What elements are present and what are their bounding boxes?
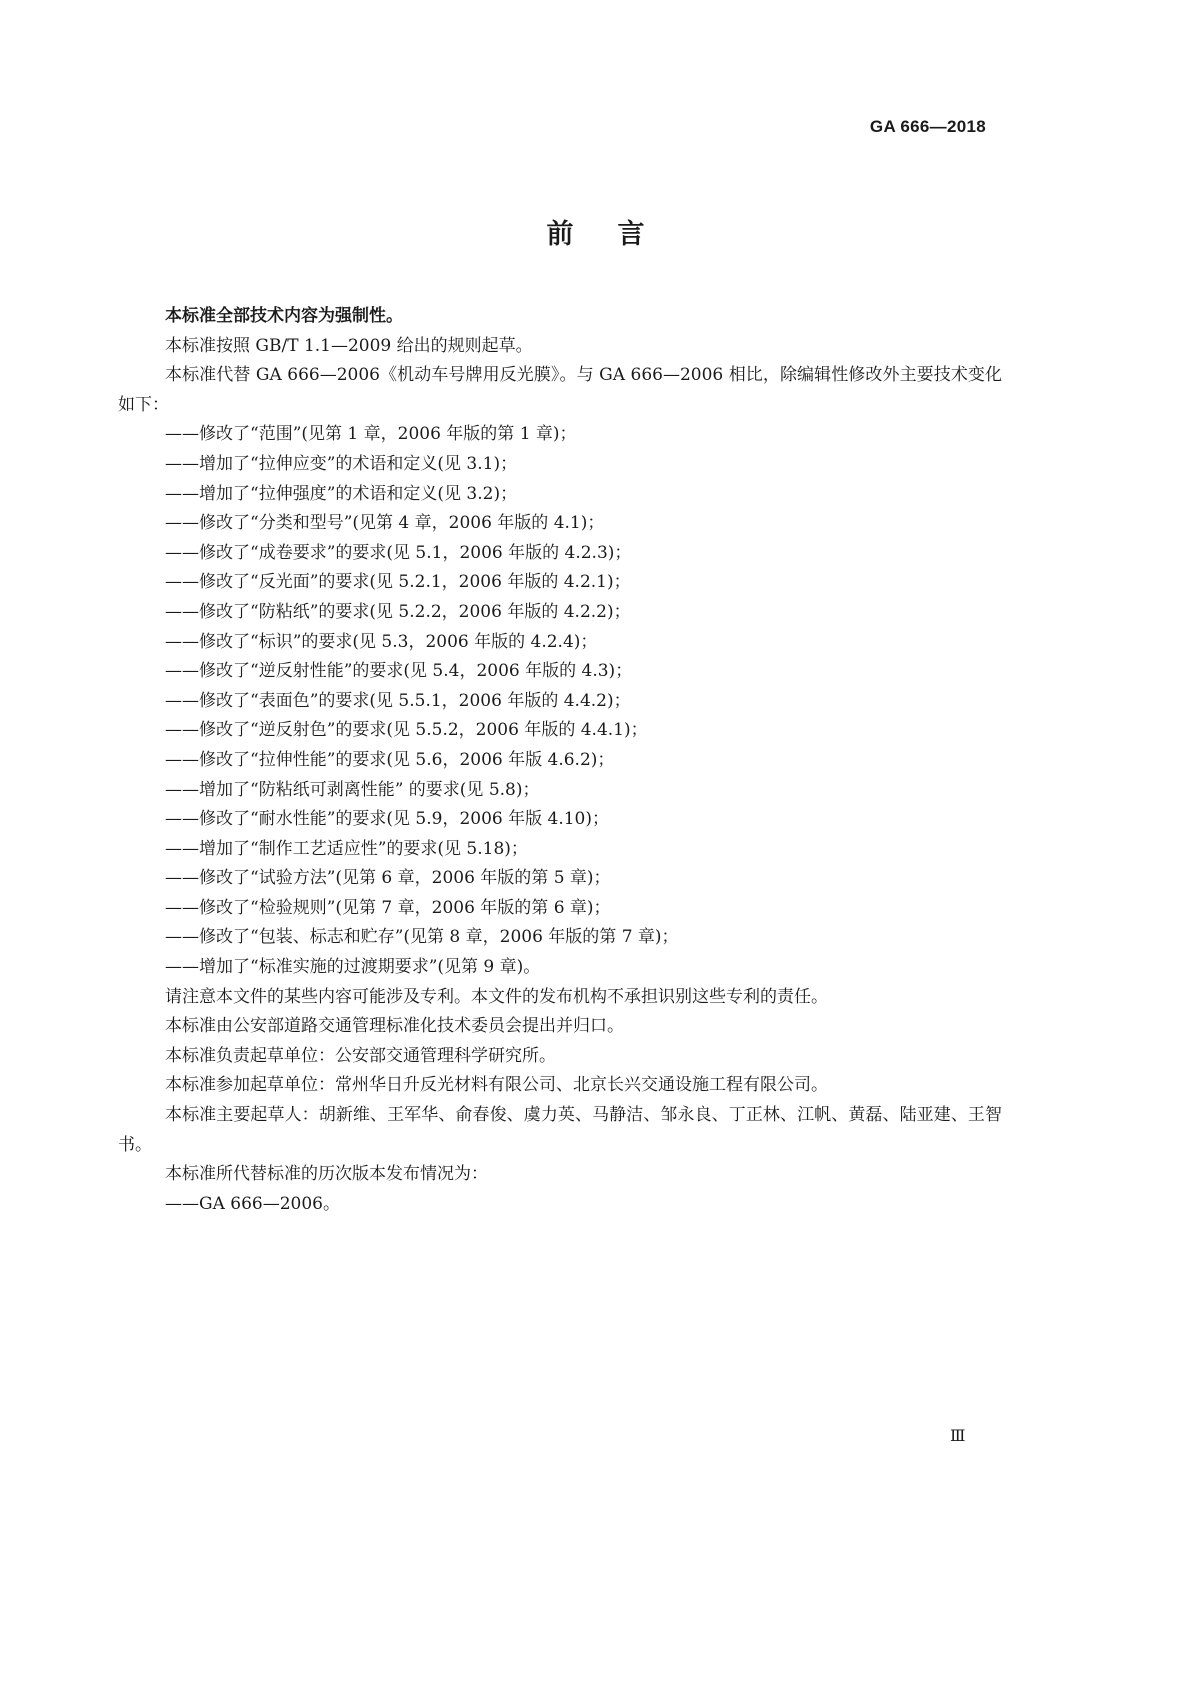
change-item: ——修改了“表面色”的要求(见 5.5.1，2006 年版的 4.4.2)； (165, 690, 631, 711)
change-item: ——修改了“逆反射色”的要求(见 5.5.2，2006 年版的 4.4.1)； (165, 720, 648, 741)
paragraph: 本标准主要起草人：胡新维、王军华、俞春俊、虞力英、马静洁、邹永良、丁正林、江帆、黄磊、陆亚建、王智书。 (118, 1105, 1002, 1155)
change-item: ——增加了“标准实施的过渡期要求”(见第 9 章)。 (165, 957, 541, 978)
paragraph: 本标准由公安部道路交通管理标准化技术委员会提出并归口。 (165, 1016, 624, 1037)
paragraph: 本标准代替 GA 666—2006《机动车号牌用反光膜》。与 GA 666—2006 相比，除编辑性修改外主要技术变化如下： (118, 365, 1002, 415)
changes-list (118, 420, 1002, 982)
change-item: ——修改了“试验方法”(见第 6 章，2006 年版的第 5 章)； (165, 868, 611, 889)
foreword-body (118, 302, 1002, 1219)
page-number: Ⅲ (950, 1426, 966, 1445)
change-item: ——修改了“成卷要求”的要求(见 5.1，2006 年版的 4.2.3)； (165, 542, 632, 563)
paragraph: 本标准负责起草单位：公安部交通管理科学研究所。 (165, 1045, 556, 1066)
change-item: ——修改了“检验规则”(见第 7 章，2006 年版的第 6 章)； (165, 897, 611, 918)
change-item: ——增加了“拉伸应变”的术语和定义(见 3.1)； (165, 453, 518, 474)
change-item: ——修改了“分类和型号”(见第 4 章，2006 年版的 4.1)； (165, 513, 605, 534)
bottom-paragraphs (118, 983, 1002, 1190)
change-item: ——修改了“包装、标志和贮存”(见第 8 章，2006 年版的第 7 章)； (165, 927, 679, 948)
change-item: ——修改了“耐水性能”的要求(见 5.9，2006 年版 4.10)； (165, 809, 610, 830)
change-item: ——修改了“逆反射性能”的要求(见 5.4，2006 年版的 4.3)； (165, 661, 633, 682)
change-item: ——修改了“范围”(见第 1 章，2006 年版的第 1 章)； (165, 424, 577, 445)
paragraph: 本标准按照 GB/T 1.1—2009 给出的规则起草。 (165, 335, 533, 356)
mandatory-statement: 本标准全部技术内容为强制性。 (165, 306, 403, 326)
change-item: ——修改了“反光面”的要求(见 5.2.1，2006 年版的 4.2.1)； (165, 572, 631, 593)
change-item: ——增加了“拉伸强度”的术语和定义(见 3.2)； (165, 483, 518, 504)
change-item: ——增加了“防粘纸可剥离性能” 的要求(见 5.8)； (165, 779, 540, 800)
paragraph: 本标准所代替标准的历次版本发布情况为： (165, 1164, 488, 1185)
paragraph: 请注意本文件的某些内容可能涉及专利。本文件的发布机构不承担识别这些专利的责任。 (165, 986, 828, 1007)
change-item: ——修改了“防粘纸”的要求(见 5.2.2，2006 年版的 4.2.2)； (165, 601, 631, 622)
change-item: ——增加了“制作工艺适应性”的要求(见 5.18)； (165, 838, 528, 859)
change-item: ——修改了“标识”的要求(见 5.3，2006 年版的 4.2.4)； (165, 631, 598, 652)
document-code: GA 666—2018 (869, 117, 986, 136)
change-item: ——修改了“拉伸性能”的要求(见 5.6，2006 年版 4.6.2)； (165, 749, 615, 770)
history-item: ——GA 666—2006。 (165, 1193, 340, 1214)
paragraph: 本标准参加起草单位：常州华日升反光材料有限公司、北京长兴交通设施工程有限公司。 (165, 1075, 828, 1096)
page-title: 前言 (546, 219, 689, 250)
